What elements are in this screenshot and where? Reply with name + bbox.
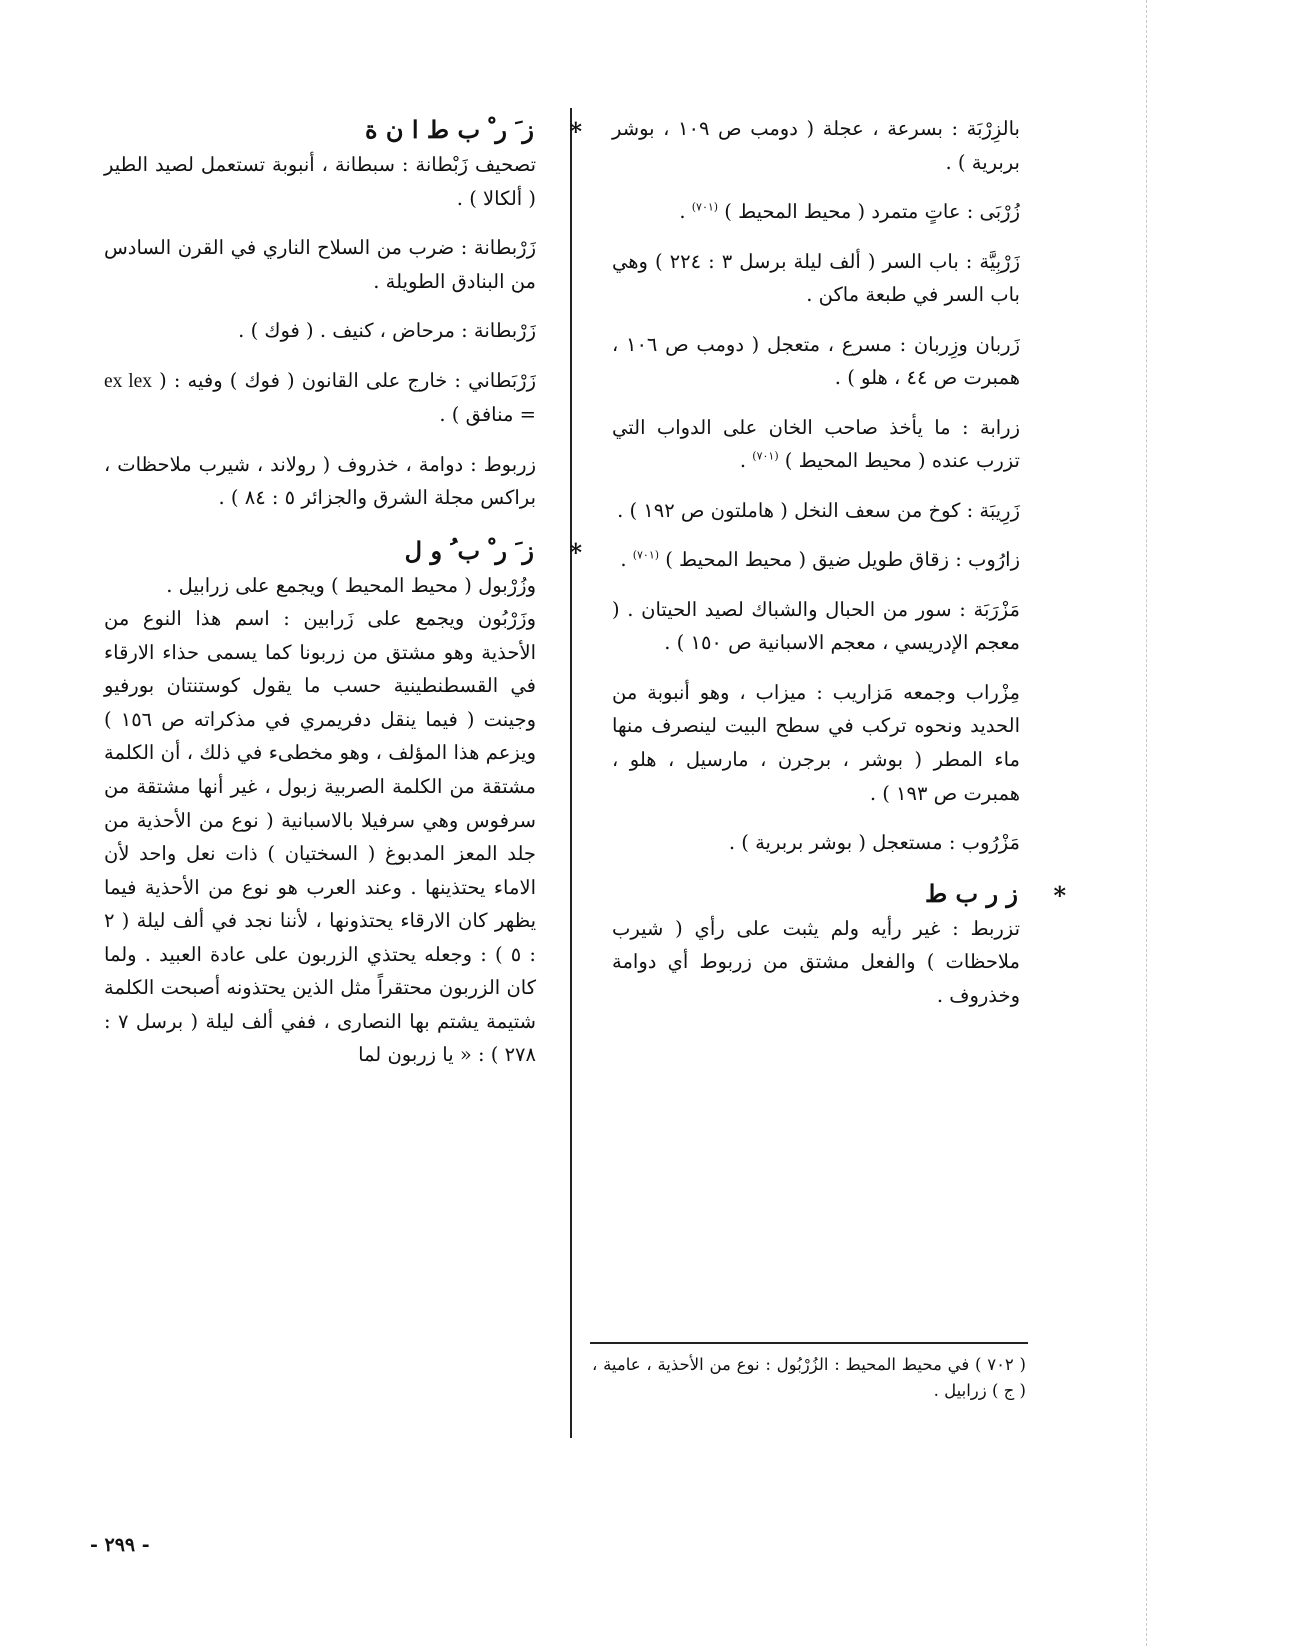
headword-text: ز َ ر ْ ب ُ و ل <box>404 535 534 565</box>
entry-text: مَزْرَبَة : سور من الحبال والشباك لصيد الحيتان . ( معجم الإدريسي ، معجم الاسبانية ص ١٥٠ ) . <box>612 597 1020 655</box>
section-entry-tazarbat <box>612 912 1020 1013</box>
zarbul-text-block <box>104 569 536 1072</box>
footnote: ( ٧٠٢ ) في محيط المحيط : الزُرْبُول : نوع من الأحذية ، عامية ، ( ج ) زرابيل . <box>592 1355 1026 1401</box>
dictionary-entry <box>612 112 1020 179</box>
entry-text: زَرِيبَة : كوخ من سعف النخل ( هاملتون ص ١٩٢ ) . <box>617 498 1020 522</box>
entry-text: = منافق ) . <box>439 403 536 427</box>
entry-text: زَرْبطانة : ضرب من السلاح الناري في القرن السادس من البنادق الطويلة . <box>104 236 536 293</box>
headword-text: ز ر ب ط <box>924 878 1018 908</box>
dictionary-entry <box>612 676 1020 810</box>
footnote-reference: (٧٠١) <box>691 200 719 214</box>
dictionary-entry <box>612 195 1020 229</box>
dictionary-entry <box>612 328 1020 395</box>
text-line: وزُرْبول ( محيط المحيط ) ويجمع على زرابيل . <box>166 573 536 597</box>
dictionary-entry <box>104 231 536 298</box>
column-divider <box>570 108 572 1438</box>
right-column-entries <box>612 112 1020 860</box>
entry-text: . <box>679 200 692 224</box>
entry-text: زُرْبَى : عاتٍ متمرد ( محيط المحيط ) <box>718 200 1020 224</box>
entry-text: مَزْرُوب : مستعجل ( بوشر بربرية ) . <box>728 831 1020 855</box>
dictionary-entry <box>612 543 1020 577</box>
dictionary-entry <box>104 448 536 515</box>
entry-text: زَربان وزِربان : مسرع ، متعجل ( دومب ص ١٠٦ ، همبرت ص ٤٤ ، هلو ) . <box>612 332 1020 390</box>
section-headword-zarbul <box>104 533 582 569</box>
entry-text: زارُوب : زقاق طويل ضيق ( محيط المحيط ) <box>659 548 1020 572</box>
entry-text: بالزِرْبَة : بسرعة ، عجلة ( دومب ص ١٠٩ ، بوشر بربرية ) . <box>612 117 1020 174</box>
entry-text: زَرْبِيَّة : باب السر ( ألف ليلة برسل ٣ : ٢٢٤ ) وهي باب السر في طبعة ماكن . <box>612 249 1020 307</box>
section-headword-zrbt <box>612 876 1066 912</box>
left-column-entries <box>104 148 536 515</box>
dictionary-entry <box>612 826 1020 860</box>
entry-text: زَرْبطانة : مرحاض ، كنيف . ( فوك ) . <box>238 319 536 343</box>
text-line: وزَرْبُون ويجمع على زَرابين : اسم هذا النوع من الأحذية وهو مشتق من زربونا كما يسمى حذاء الارقاء في القسطنطينية حسب ما يقول كوستنتان بورفيو وجينت ( فيما ينقل دفريمري في مذكراته ص ١٥٦ ) ويزعم هذا المؤلف ، وهو مخطىء في ذلك ، أن الكلمة مشتقة من الكلمة الصربية زبول ، غير أنها مشتقة من سرفوس وهي سرفيلا بالاسبانية ( نوع من الأحذية من جلد المعز المدبوغ ( السختيان ) ذات نعل واحد لأن الاماء يحتذينها . وعند العرب هو نوع من الأحذية فيما يظهر كان الارقاء يحتذونها ، لأننا نجد في ألف ليلة ( ٢ : ٥ ) : وجعله يحتذي الزربون على عادة العبيد . ولما كان الزربون محتقراً مثل الذين يحتذونه أصبحت الكلمة شتيمة يشتم بها النصارى ، ففي ألف ليلة ( برسل ٧ : ٢٧٨ ) : « يا زربون لما <box>104 607 536 1067</box>
entry-text: زربوط : دوامة ، خذروف ( رولاند ، شيرب ملاحظات ، براكس مجلة الشرق والجزائر ٥ : ٨٤ ) . <box>104 452 536 510</box>
page-number: - ٢٩٩ - <box>90 1534 150 1556</box>
section-headword-zarbatana <box>104 112 582 148</box>
entry-text: زَرْبَطاني : خارج على القانون ( فوك ) وفيه : ( <box>152 368 536 392</box>
headword-text: ز َ ر ْ ب ط ا ن ة <box>364 115 534 144</box>
section-star-marker: * <box>569 537 582 567</box>
entry-text: مِزْراب وجمعه مَزاريب : ميزاب ، وهو أنبوبة من الحديد ونحوه تركب في سطح البيت لينصرف منها ماء المطر ( بوشر ، برجرن ، مارسيل ، هلو ، همبرت ص ١٩٣ ) . <box>612 680 1020 805</box>
dictionary-entry <box>104 314 536 348</box>
right-column <box>612 112 1066 1028</box>
entry-text: تزربط : غير رأيه ولم يثبت على رأي ( شيرب ملاحظات ) والفعل مشتق من زربوط أي دوامة وخذروف . <box>612 916 1020 1007</box>
footnote-reference: (٧٠١) <box>632 548 660 562</box>
entry-text: زرابة : ما يأخذ صاحب الخان على الدواب التي تزرب عنده ( محيط المحيط ) <box>612 415 1020 473</box>
entry-text: . <box>739 449 753 473</box>
dictionary-entry <box>612 411 1020 478</box>
footnote-reference: (٧٠١) <box>752 449 779 463</box>
dictionary-entry <box>612 245 1020 312</box>
section-star-marker: * <box>1053 880 1066 910</box>
dictionary-entry <box>104 364 536 432</box>
dictionary-entry <box>612 494 1020 528</box>
latin-term: ex lex <box>104 370 153 392</box>
section-star-marker: * <box>569 117 582 146</box>
page-edge-line <box>1146 0 1147 1646</box>
footnote-rule <box>590 1342 1028 1344</box>
dictionary-entry <box>104 148 536 215</box>
left-column <box>104 112 582 1086</box>
entry-text: تصحيف زَبْطانة : سبطانة ، أنبوبة تستعمل لصيد الطير ( ألكالا ) . <box>104 153 536 210</box>
dictionary-entry <box>612 593 1020 660</box>
entry-text: . <box>620 548 633 572</box>
